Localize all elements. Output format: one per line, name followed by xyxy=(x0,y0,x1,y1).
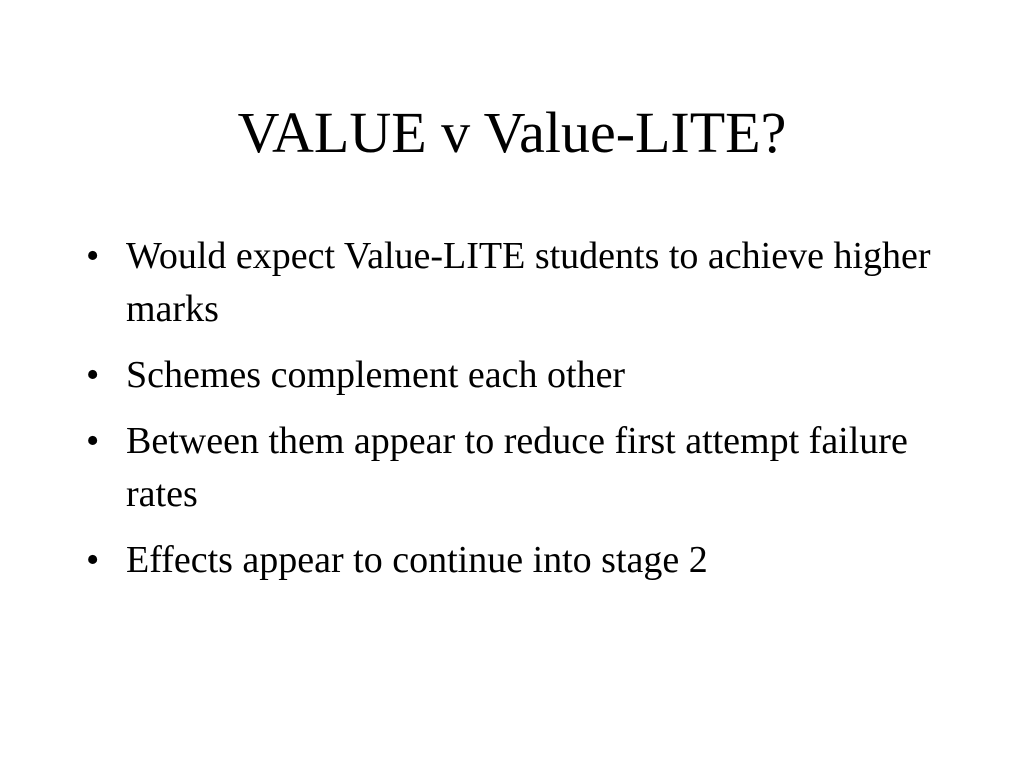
bullet-text: Between them appear to reduce first attempt failure rates xyxy=(126,420,908,515)
bullet-item-effects-continue xyxy=(86,534,966,587)
bullet-icon: • xyxy=(86,420,100,462)
bullet-item-schemes-complement xyxy=(86,349,966,402)
bullet-item-expect-higher-marks xyxy=(86,230,966,336)
bullet-list xyxy=(86,230,966,600)
bullet-text: Schemes complement each other xyxy=(126,354,626,396)
slide-title: VALUE v Value-LITE? xyxy=(237,100,787,165)
bullet-item-reduce-failure-rates xyxy=(86,415,966,521)
bullet-icon: • xyxy=(86,235,100,277)
bullet-text: Effects appear to continue into stage 2 xyxy=(126,539,708,581)
bullet-icon: • xyxy=(86,539,100,581)
bullet-text: Would expect Value-LITE students to achieve higher marks xyxy=(126,235,931,330)
bullet-icon: • xyxy=(86,354,100,396)
